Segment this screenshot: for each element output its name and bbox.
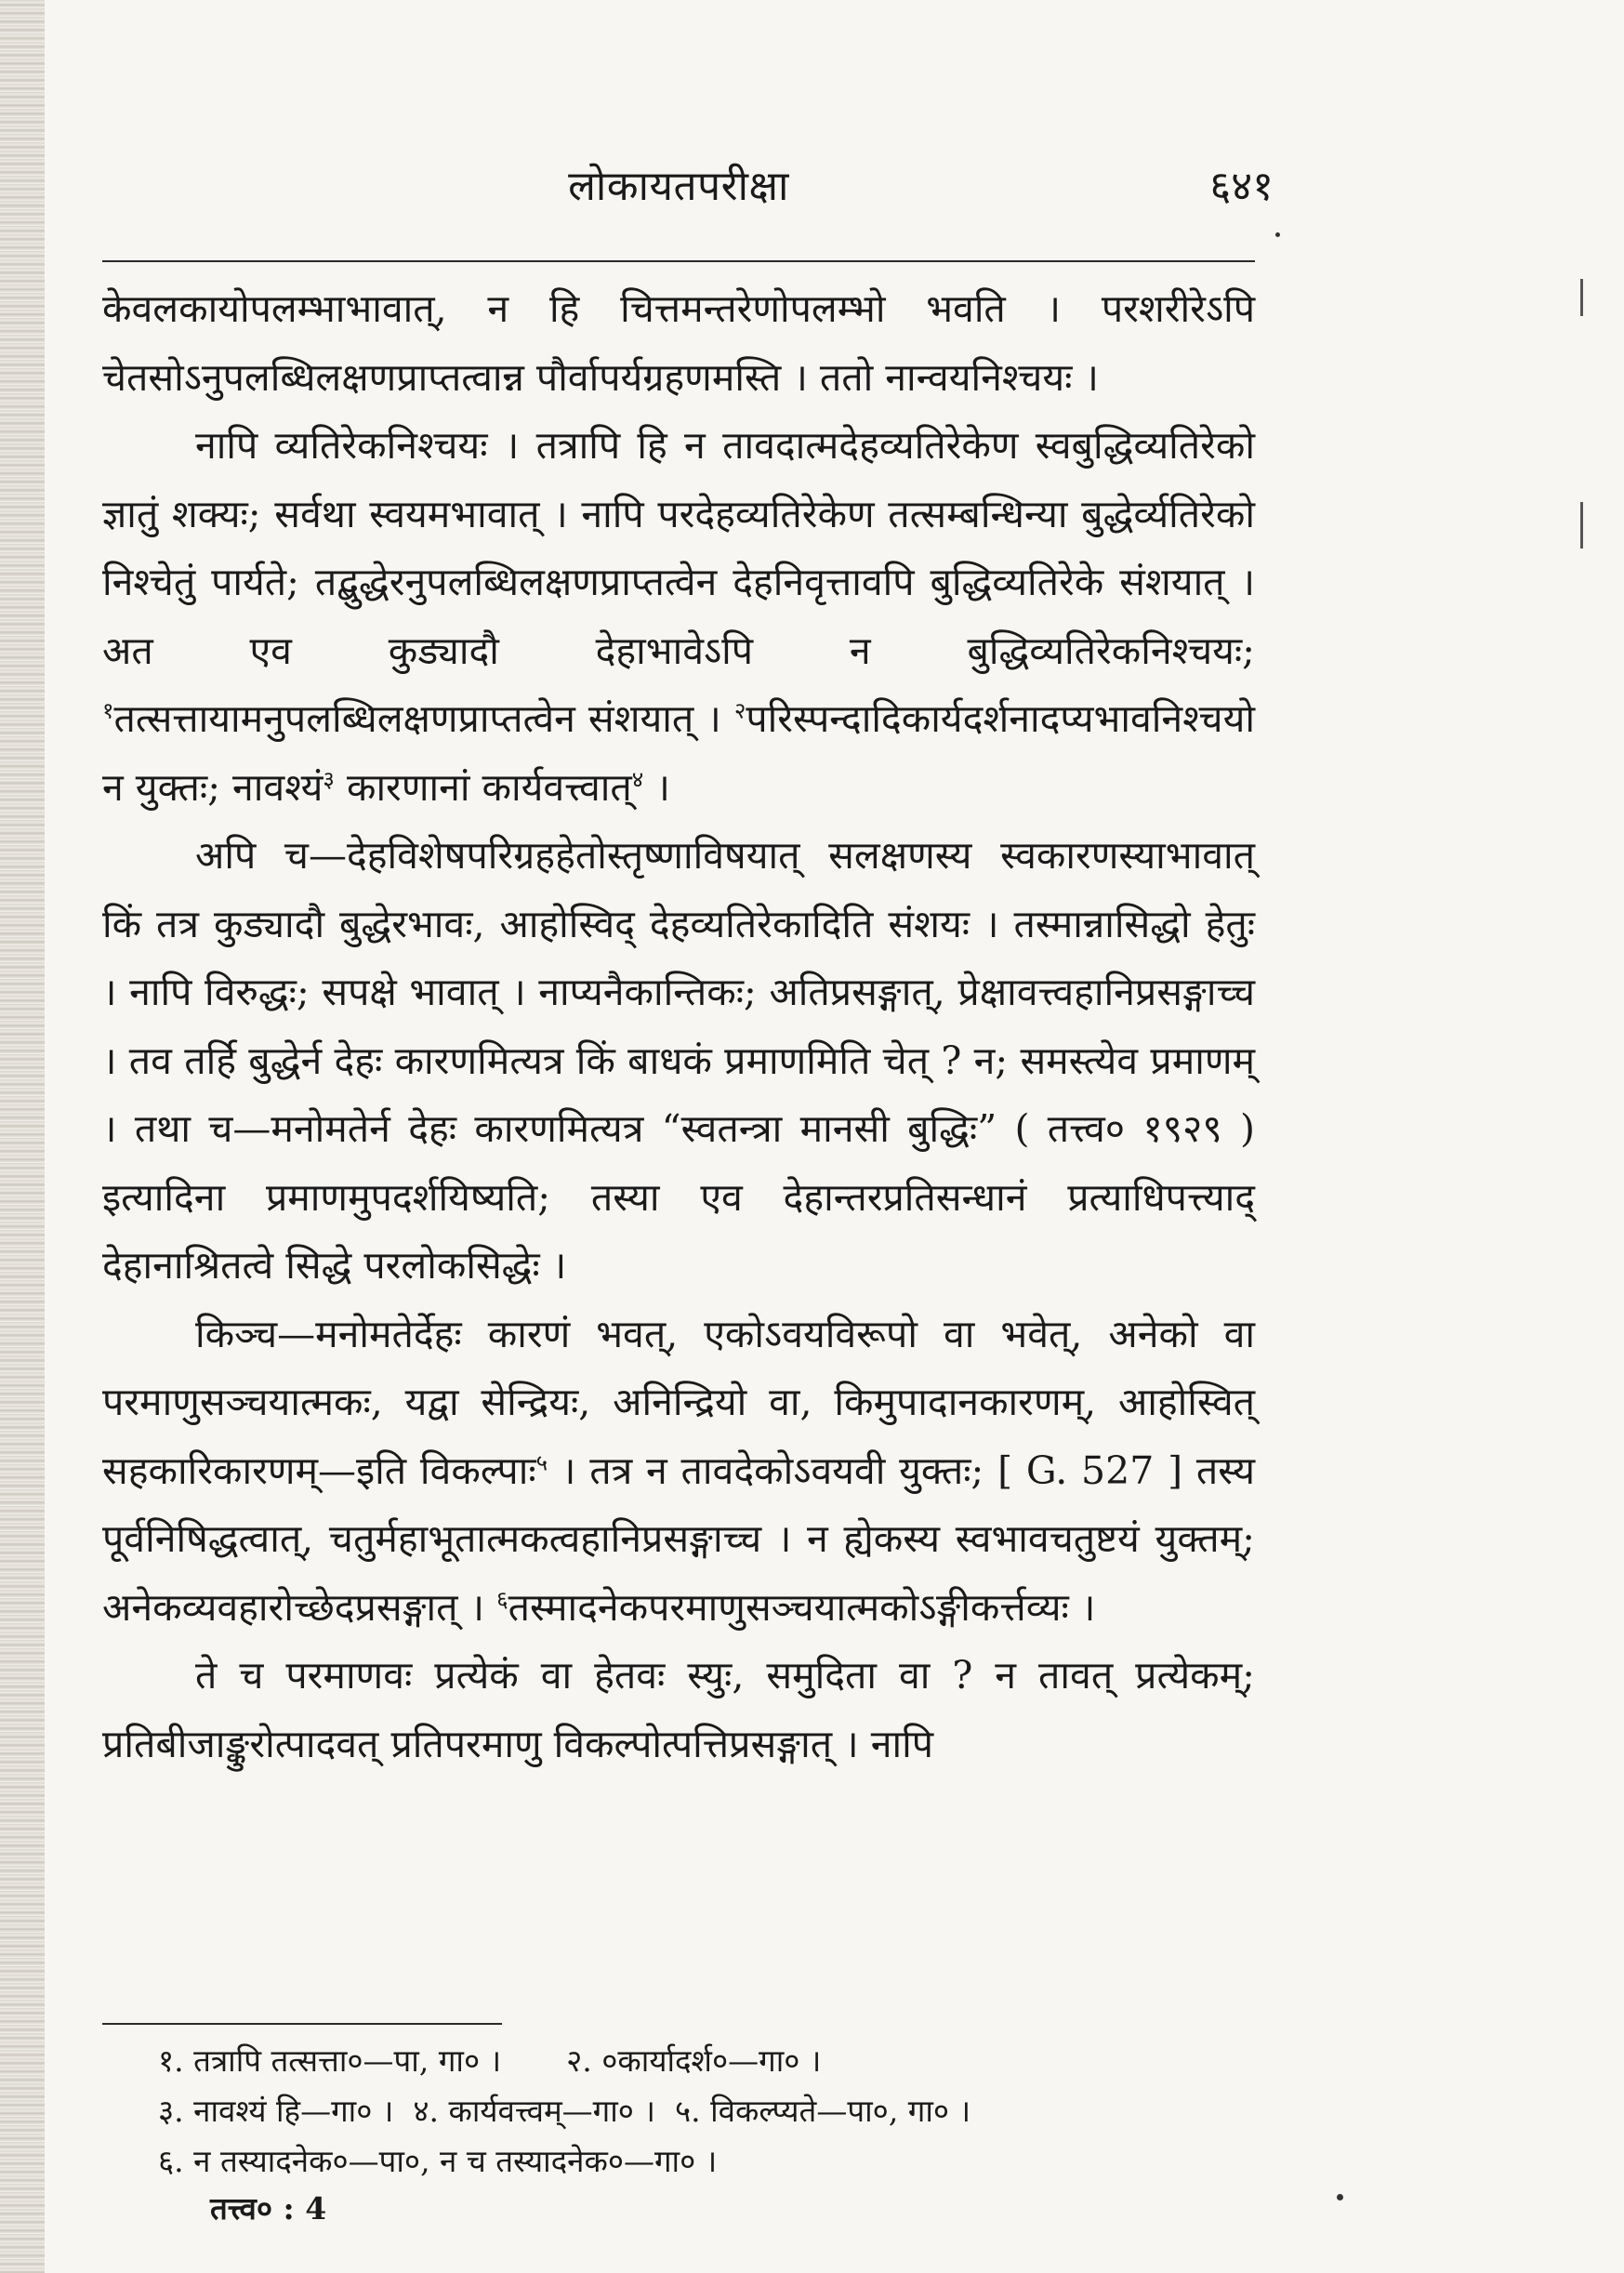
paragraph-2-text-d: कारणानां कार्यवत्त्वात्: [346, 764, 632, 810]
paragraph-2: [102, 412, 1255, 822]
footnote-1: १. तत्रापि तत्सत्ता०—पा, गा० ।: [158, 2042, 502, 2079]
scan-binding-edge: [0, 0, 45, 2273]
scan-speck: [1337, 2194, 1343, 2200]
footnote-ref-4: ४: [631, 765, 644, 792]
paragraph-5: [102, 1642, 1255, 1778]
paragraph-4-text-c: तस्मादनेकपरमाणुसञ्चयात्मकोऽङ्गीकर्त्तव्यः ।: [508, 1584, 1096, 1630]
scan-margin-mark: [1580, 279, 1583, 316]
paragraph-3-text: अपि च—देहविशेषपरिग्रहहेतोस्तृष्णाविषयात् सलक्षणस्य स्वकारणस्याभावात् किं तत्र कुड्यादौ बुद्धेरभावः, आहोस्विद् देहव्यतिरेकादिति संशयः । तस्मान्नासिद्धो हेतुः । नापि विरुद्धः; सपक्षे भावात् । नाप्यनैकान्तिकः; अतिप्रसङ्गात्, प्रेक्षावत्त्वहानिप्रसङ्गाच्च । तव तर्हि बुद्धेर्न देहः कारणमित्यत्र किं बाधकं प्रमाणमिति चेत् ? न; समस्त्येव प्रमाणम् । तथा च—मनोमतेर्न देहः कारणमित्यत्र “स्वतन्त्रा मानसी बुद्धिः” ( तत्त्व० १९२९ ) इत्यादिना प्रमाणमुपदर्शयिष्यति; तस्या एव देहान्तरप्रतिसन्धानं प्रत्याधिपत्त्याद् देहानाश्रितत्वे सिद्धे परलोकसिद्धेः ।: [102, 833, 1255, 1288]
paragraph-1: [102, 275, 1255, 412]
footnote-rule: [102, 2023, 502, 2025]
page-header: [102, 139, 1274, 214]
footnote-ref-5: ५: [535, 1448, 548, 1475]
header-rule: [102, 260, 1255, 262]
footnote-line-3: [158, 2136, 1255, 2187]
footnote-ref-6: ६: [496, 1585, 508, 1612]
paragraph-5-text: ते च परमाणवः प्रत्येकं वा हेतवः स्युः, समुदिता वा ? न तावत् प्रत्येकम्; प्रतिबीजाङ्कुरोत्पादवत् प्रतिपरमाणु विकल्पोत्पत्तिप्रसङ्गात् । नापि: [102, 1653, 1255, 1766]
footnote-3: ३. नावश्यं हि—गा० ।: [158, 2093, 394, 2129]
scan-speck: [1275, 232, 1280, 237]
paragraph-2-text-a: नापि व्यतिरेकनिश्चयः । तत्रापि हि न तावदात्मदेहव्यतिरेकेण स्वबुद्धिव्यतिरेको ज्ञातुं शक्यः; सर्वथा स्वयमभावात् । नापि परदेहव्यतिरेकेण तत्सम्बन्धिन्या बुद्धेर्व्यतिरेको निश्चेतुं पार्यते; तद्बुद्धेरनुपलब्धिलक्षणप्राप्तत्वेन देहनिवृत्तावपि बुद्धिव्यतिरेके संशयात् । अत एव कुड्यादौ देहाभावेऽपि न बुद्धिव्यतिरेकनिश्चयः;: [102, 423, 1255, 673]
paragraph-2-text-c: परिस्पन्दादिकार्यदर्शनादप्यभावनिश्चयो न युक्तः; नावश्यं: [102, 696, 1255, 810]
paragraph-4-text-a: किञ्च—मनोमतेर्देहः कारणं भवत्, एकोऽवयविरूपो वा भवेत्, अनेको वा परमाणुसञ्चयात्मकः, यद्वा सेन्द्रियः, अनिन्द्रियो वा, किमुपादानकारणम्, आहोस्वित् सहकारिकारणम्—इति विकल्पाः: [102, 1311, 1255, 1493]
scan-margin-mark: [1580, 502, 1583, 548]
paragraph-2-text-b: तत्सत्तायामनुपलब्धिलक्षणप्राप्तत्वेन संशयात् ।: [113, 696, 721, 741]
paragraph-1-text: केवलकायोपलम्भाभावात्, न हि चित्तमन्तरेणोपलम्भो भवति । परशरीरेऽपि चेतसोऽनुपलब्धिलक्षणप्राप्तत्वान्न पौर्वापर्यग्रहणमस्ति । ततो नान्वयनिश्चयः ।: [102, 286, 1255, 400]
footnote-6: ६. न तस्यादनेक०—पा०, न च तस्यादनेक०—गा० ।: [158, 2143, 718, 2179]
running-title: लोकायतपरीक्षा: [568, 163, 789, 210]
paragraph-3: [102, 822, 1255, 1301]
paragraph-2-text-e: ।: [655, 764, 670, 810]
page-number: ६४१: [1209, 163, 1274, 210]
paragraph-4: [102, 1301, 1255, 1643]
main-text: [102, 275, 1255, 1778]
footnote-line-1: [158, 2036, 1255, 2086]
footnote-ref-1: १: [102, 697, 114, 724]
footnote-ref-3: ३: [323, 765, 335, 792]
footnotes: [158, 2036, 1255, 2187]
footnote-5: ५. विकल्प्यते—पा०, गा० ।: [674, 2093, 971, 2129]
footnote-ref-2: २: [733, 697, 746, 724]
footnote-4: ४. कार्यवत्त्वम्—गा० ।: [413, 2093, 655, 2129]
paragraph-4-text-b: । तत्र न तावदेकोऽवयवी युक्तः; [ G. 527 ] तस्य पूर्वनिषिद्धत्वात्, चतुर्महाभूतात्मकत्वहानिप्रसङ्गाच्च । न ह्येकस्य स्वभावचतुष्टयं युक्तम्; अनेकव्यवहारोच्छेदप्रसङ्गात् ।: [102, 1447, 1255, 1630]
printer-signature: तत्त्व० : 4: [210, 2190, 327, 2227]
footnote-2: २. ०कार्यादर्श०—गा० ।: [566, 2042, 822, 2079]
footnote-line-2: [158, 2086, 1255, 2136]
